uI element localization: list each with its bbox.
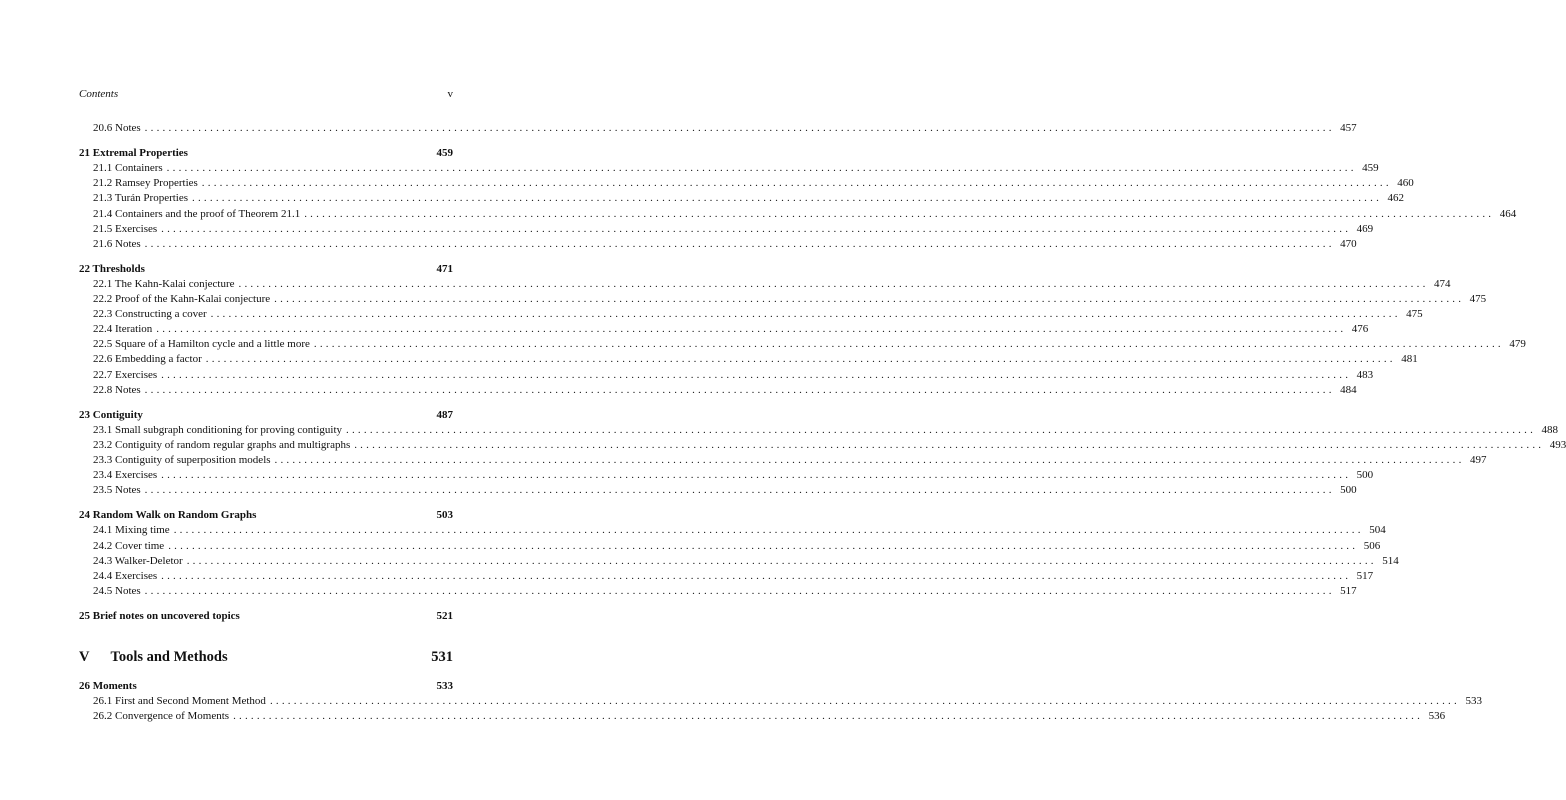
toc-entry-title: 22.1 The Kahn-Kalai conjecture	[93, 277, 235, 290]
dot-leader: ........................................................................................................................................................................................................	[161, 222, 1352, 235]
toc-chapter[interactable]	[79, 679, 453, 694]
toc-chapter[interactable]	[79, 146, 453, 161]
toc-section[interactable]	[93, 438, 1566, 453]
dot-leader: ........................................................................................................................................................................................................	[233, 710, 1424, 723]
toc-entry-title: 22.2 Proof of the Kahn-Kalai conjecture	[93, 293, 271, 305]
toc-entry-title: 24.2 Cover time	[93, 539, 165, 552]
toc-chapter[interactable]	[79, 408, 453, 423]
toc-section[interactable]	[93, 423, 1559, 438]
toc-chapter-page: 521	[436, 609, 453, 622]
dot-leader: ........................................................................................................................................................................................................	[144, 237, 1335, 250]
toc-entry-title: 22.8 Notes	[93, 383, 141, 396]
toc-chapter-page: 487	[436, 408, 453, 421]
toc-part-title: Tools and Methods	[110, 649, 228, 665]
toc-part-numeral: V	[79, 649, 90, 665]
toc-section[interactable]	[93, 554, 1399, 569]
toc-entry-title: 22.6 Embedding a factor	[93, 353, 202, 366]
toc-entry-title: 24.3 Walker-Deletor	[93, 554, 183, 567]
toc-entry-page: 464	[1499, 207, 1517, 220]
dot-leader: ........................................................................................................................................................................................................	[238, 277, 1429, 290]
toc-entry-page: 462	[1387, 192, 1405, 205]
toc-entry-page: 459	[1362, 162, 1379, 175]
toc-chapter-title: 25 Brief notes on uncovered topics	[79, 609, 240, 622]
toc-chapter-page: 471	[436, 262, 453, 275]
dot-leader: ........................................................................................................................................................................................................	[210, 308, 1401, 321]
toc-entry-page: 517	[1340, 584, 1357, 597]
toc-entry-page: 533	[1465, 695, 1482, 708]
toc-section[interactable]	[93, 161, 1379, 176]
toc-entry-title: 20.6 Notes	[93, 122, 141, 134]
toc-entry-title: 21.5 Exercises	[93, 222, 158, 235]
toc-entry-page: 484	[1340, 383, 1357, 396]
toc-entry-page: 474	[1434, 277, 1451, 290]
toc-section[interactable]	[93, 207, 1517, 222]
toc-entry-title: 24.5 Notes	[93, 584, 141, 597]
toc-part-label	[79, 647, 228, 667]
dot-leader: ........................................................................................................................................................................................................	[269, 695, 1460, 708]
toc-section[interactable]	[93, 483, 1357, 498]
dot-leader: ........................................................................................................................................................................................................	[201, 177, 1392, 190]
toc-entry-title: 23.1 Small subgraph conditioning for proving contiguity	[93, 423, 343, 436]
dot-leader: ........................................................................................................................................................................................................	[274, 293, 1465, 305]
toc-section[interactable]	[93, 292, 1487, 307]
toc-chapter-title: 22 Thresholds	[79, 262, 145, 275]
dot-leader: ........................................................................................................................................................................................................	[144, 484, 1335, 497]
toc-section[interactable]	[93, 176, 1414, 191]
toc-chapter-title: 21 Extremal Properties	[79, 147, 188, 160]
toc-chapter-page: 503	[436, 509, 453, 522]
dot-leader: ........................................................................................................................................................................................................	[274, 454, 1465, 466]
dot-leader: ........................................................................................................................................................................................................	[144, 383, 1335, 396]
toc-entry-title: 22.3 Constructing a cover	[93, 308, 207, 321]
toc-entry-page: 536	[1428, 710, 1446, 723]
toc-section[interactable]	[93, 222, 1374, 237]
toc-entry-title: 26.1 First and Second Moment Method	[93, 695, 266, 708]
toc-entry-page: 493	[1549, 438, 1566, 451]
toc-entry-title: 21.1 Containers	[93, 162, 163, 175]
dot-leader: ........................................................................................................................................................................................................	[192, 192, 1383, 205]
toc-entry-page: 504	[1369, 524, 1386, 537]
running-head	[79, 88, 453, 102]
dot-leader: ........................................................................................................................................................................................................	[161, 469, 1352, 482]
toc-part-page: 531	[431, 649, 453, 665]
toc-entry-page: 500	[1340, 484, 1357, 497]
toc-section[interactable]	[93, 368, 1374, 383]
toc-entry-page: 470	[1340, 237, 1357, 250]
toc-chapter-title: 24 Random Walk on Random Graphs	[79, 509, 257, 522]
toc-entry-page: 469	[1356, 222, 1374, 235]
dot-leader: ........................................................................................................................................................................................................	[186, 554, 1377, 567]
toc-entry-page: 488	[1541, 423, 1559, 436]
toc-entry-page: 475	[1406, 308, 1423, 321]
toc-chapter[interactable]	[79, 262, 453, 277]
toc-chapter-title: 26 Moments	[79, 680, 137, 692]
toc-section[interactable]	[93, 383, 1357, 398]
toc-entry-page: 457	[1340, 122, 1357, 134]
dot-leader: ........................................................................................................................................................................................................	[313, 338, 1504, 351]
toc-entry-page: 460	[1397, 177, 1414, 190]
toc-entry-title: 23.5 Notes	[93, 484, 141, 497]
dot-leader: ........................................................................................................................................................................................................	[205, 353, 1396, 366]
toc-entry-page: 517	[1356, 569, 1374, 582]
running-head-title: Contents	[79, 88, 119, 100]
toc-entry-page: 483	[1356, 368, 1374, 381]
toc-entry-title: 23.4 Exercises	[93, 469, 158, 482]
dot-leader: ........................................................................................................................................................................................................	[346, 423, 1537, 436]
toc-section[interactable]	[93, 337, 1526, 352]
dot-leader: ........................................................................................................................................................................................................	[354, 438, 1545, 451]
dot-leader: ........................................................................................................................................................................................................	[161, 569, 1352, 582]
toc-entry-title: 22.4 Iteration	[93, 323, 153, 336]
dot-leader: ........................................................................................................................................................................................................	[144, 122, 1335, 134]
toc-chapter-page: 459	[436, 147, 453, 160]
toc-section[interactable]	[93, 539, 1381, 554]
toc-section[interactable]	[93, 121, 1357, 136]
toc-section[interactable]	[93, 277, 1451, 292]
toc-entry-title: 24.1 Mixing time	[93, 524, 170, 537]
toc-entry-title: 21.6 Notes	[93, 237, 141, 250]
toc-entry-title: 21.2 Ramsey Properties	[93, 177, 198, 190]
toc-entry-page: 476	[1351, 323, 1369, 336]
toc-chapter[interactable]	[79, 508, 453, 523]
toc-section[interactable]	[93, 453, 1487, 468]
toc-section[interactable]	[93, 584, 1357, 599]
toc-section[interactable]	[93, 709, 1446, 724]
toc-entry-title: 22.5 Square of a Hamilton cycle and a little more	[93, 338, 310, 351]
toc-section[interactable]	[93, 191, 1405, 206]
toc-entry-page: 506	[1363, 539, 1381, 552]
toc-entry-page: 475	[1469, 293, 1487, 305]
running-head-page-number: v	[447, 88, 453, 100]
toc-entry-page: 481	[1401, 353, 1418, 366]
toc-chapter-title: 23 Contiguity	[79, 408, 143, 421]
toc-section[interactable]	[93, 307, 1423, 322]
dot-leader: ........................................................................................................................................................................................................	[166, 162, 1357, 175]
toc-entry-title: 23.3 Contiguity of superposition models	[93, 454, 271, 466]
toc-section[interactable]	[93, 237, 1357, 252]
toc-entry-title: 23.2 Contiguity of random regular graphs and multigraphs	[93, 438, 351, 451]
toc-chapter-page: 533	[436, 680, 453, 692]
toc-entry-title: 21.4 Containers and the proof of Theorem 21.1	[93, 207, 301, 220]
toc-entry-page: 500	[1356, 469, 1374, 482]
dot-leader: ........................................................................................................................................................................................................	[304, 207, 1495, 220]
toc-entry-title: 24.4 Exercises	[93, 569, 158, 582]
toc-section[interactable]	[93, 523, 1386, 538]
dot-leader: ........................................................................................................................................................................................................	[144, 584, 1335, 597]
toc-part-heading[interactable]	[79, 647, 453, 667]
toc-entry-page: 497	[1470, 454, 1487, 466]
dot-leader: ........................................................................................................................................................................................................	[156, 323, 1347, 336]
dot-leader: ........................................................................................................................................................................................................	[173, 524, 1364, 537]
dot-leader: ........................................................................................................................................................................................................	[161, 368, 1352, 381]
toc-entry-title: 21.3 Turán Properties	[93, 192, 189, 205]
toc-section[interactable]	[93, 352, 1418, 367]
toc-section[interactable]	[93, 322, 1369, 337]
toc-entry-title: 22.7 Exercises	[93, 368, 158, 381]
toc-entry-page: 514	[1382, 554, 1399, 567]
toc-chapter[interactable]	[79, 609, 453, 624]
toc-section[interactable]	[93, 694, 1482, 709]
toc-entry-page: 479	[1509, 338, 1526, 351]
toc-entry-title: 26.2 Convergence of Moments	[93, 710, 230, 723]
dot-leader: ........................................................................................................................................................................................................	[168, 539, 1359, 552]
toc-section[interactable]	[93, 569, 1374, 584]
toc-section[interactable]	[93, 468, 1374, 483]
